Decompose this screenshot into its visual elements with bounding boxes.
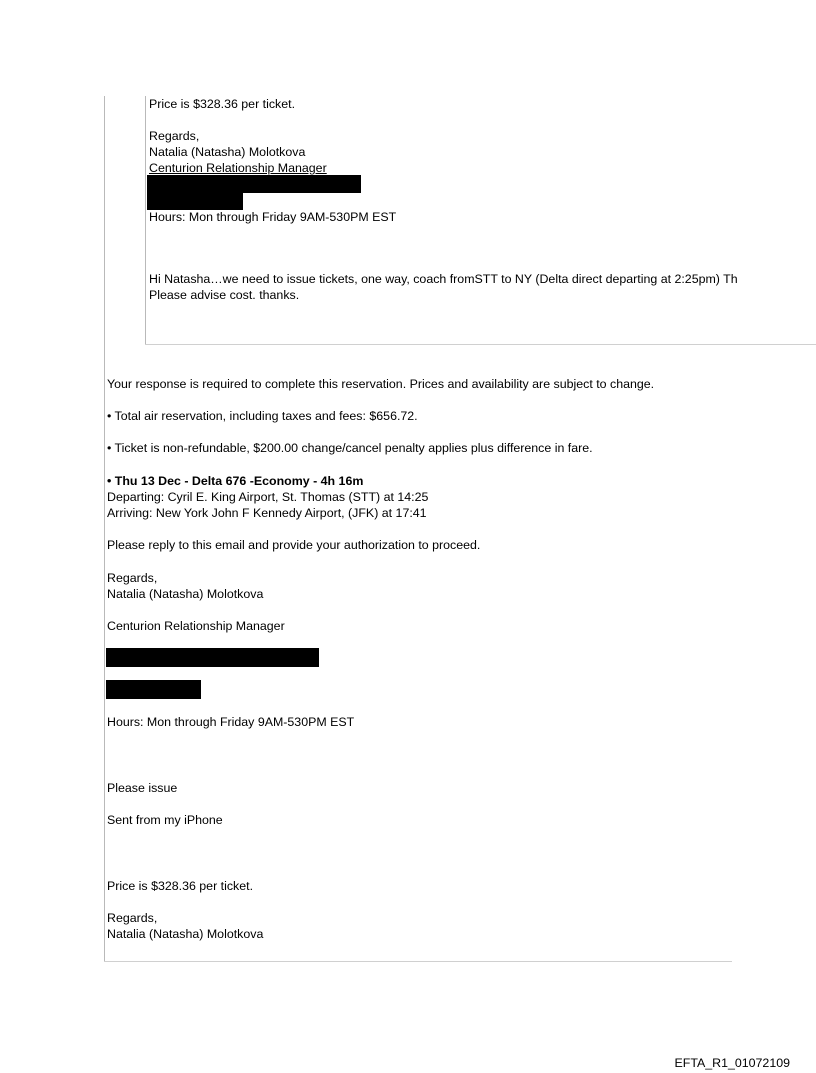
quoted-signer-name: Natalia (Natasha) Molotkova [149,145,306,159]
outer-quote-bottom-rule [104,961,732,962]
reservation-hours: Hours: Mon through Friday 9AM-530PM EST [107,715,355,729]
arriving-line: Arriving: New York John F Kennedy Airport, (JFK) at 17:41 [107,506,427,520]
redaction-block [147,175,361,193]
bullet-total: • Total air reservation, including taxes and fees: $656.72. [107,409,418,423]
please-issue-line: Please issue [107,781,178,795]
reservation-signer-name: Natalia (Natasha) Molotkova [107,587,264,601]
inner-quote-bottom-rule [145,344,816,345]
quoted-hours: Hours: Mon through Friday 9AM-530PM EST [149,210,397,224]
document-id: EFTA_R1_01072109 [674,1056,790,1070]
outer-quote-bar [104,96,105,962]
quoted-regards: Regards, [149,129,200,143]
reservation-signer-title: Centurion Relationship Manager [107,619,285,633]
quoted-request-line-1: Hi Natasha…we need to issue tickets, one way, coach fromSTT to NY (Delta direct departing at 2:25pm) Th [149,272,738,286]
redaction-block [106,680,201,699]
earlier-price-line: Price is $328.36 per ticket. [107,879,254,893]
inner-quote-bar [145,96,146,344]
earlier-regards: Regards, [107,911,158,925]
quoted-request-line-2: Please advise cost. thanks. [149,288,300,302]
quoted-signer-title: Centurion Relationship Manager [149,161,327,175]
bullet-ticket: • Ticket is non-refundable, $200.00 change/cancel penalty applies plus difference in fare. [107,441,593,455]
earlier-signer-name: Natalia (Natasha) Molotkova [107,927,264,941]
redaction-block [147,193,243,210]
flight-heading: • Thu 13 Dec - Delta 676 -Economy - 4h 16m [107,474,364,488]
reservation-regards: Regards, [107,571,158,585]
departing-line: Departing: Cyril E. King Airport, St. Thomas (STT) at 14:25 [107,490,429,504]
response-required-line: Your response is required to complete this reservation. Prices and availability are subject to change. [107,377,655,391]
quoted-price-line: Price is $328.36 per ticket. [149,97,296,111]
sent-from-line: Sent from my iPhone [107,813,223,827]
redaction-block [106,648,319,667]
reply-request-line: Please reply to this email and provide your authorization to proceed. [107,538,481,552]
